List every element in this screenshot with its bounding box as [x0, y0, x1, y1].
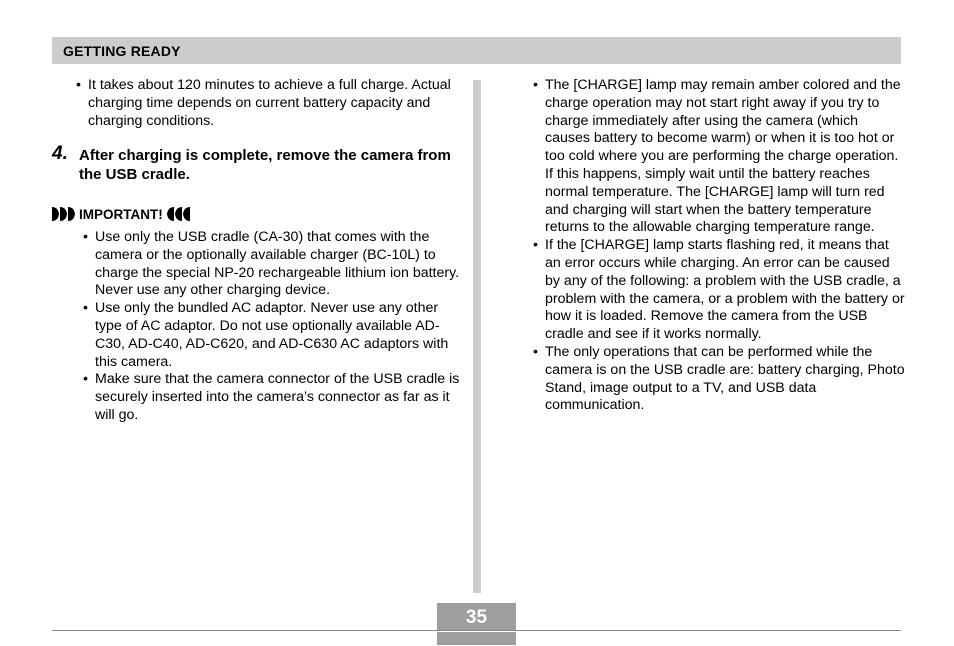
page-number: 35	[465, 607, 488, 628]
section-title: GETTING READY	[63, 43, 181, 59]
list-item: • It takes about 120 minutes to achieve a full charge. Actual charging time depends on current battery capacity and charging conditions.	[76, 77, 468, 130]
intro-list	[76, 77, 468, 130]
right-column	[533, 77, 905, 415]
list-item: • Make sure that the camera connector of the USB cradle is securely inserted into the camera’s connector as far as it will go.	[83, 371, 463, 424]
list-item: • The only operations that can be performed while the camera is on the USB cradle are: battery charging, Photo Stand, image output to a TV, and USB data communication.	[533, 344, 905, 415]
list-item: • Use only the bundled AC adaptor. Never use any other type of AC adaptor. Do not use optionally available AD-C30, AD-C40, AD-C620, and AD-C630 AC adaptors with this camera.	[83, 300, 463, 371]
list-item: • The [CHARGE] lamp may remain amber colored and the charge operation may not start right away if you try to charge immediately after using the camera (which causes battery to become warm) or when it is too hot or too cold where you are performing the charge operation. If this happens, simply wait until the battery reaches normal temperature. The [CHARGE] lamp will turn red and charging will start when the battery temperature returns to the allowable charging temperature range.	[533, 77, 905, 237]
page-number-box	[437, 603, 516, 645]
important-list	[83, 229, 463, 425]
step-number: 4.	[52, 143, 68, 164]
section-header	[52, 37, 901, 64]
left-column	[76, 77, 468, 130]
list-item: • Use only the USB cradle (CA-30) that comes with the camera or the optionally available charger (BC-10L) to charge the special NP-20 rechargeable lithium ion battery. Never use any other charging device.	[83, 229, 463, 300]
triple-arrow-right-icon	[52, 207, 76, 221]
triple-arrow-left-icon	[167, 207, 191, 221]
column-divider	[473, 80, 481, 593]
step-instruction: After charging is complete, remove the camera from the USB cradle.	[79, 147, 451, 183]
important-heading	[52, 206, 191, 222]
important-label: IMPORTANT!	[79, 206, 163, 222]
list-item: • If the [CHARGE] lamp starts flashing red, it means that an error occurs while charging. An error can be caused by any of the following: a problem with the USB cradle, a problem with the camera, or a problem with the battery or how it is loaded. Remove the camera from the USB cradle and see if it works normally.	[533, 237, 905, 344]
